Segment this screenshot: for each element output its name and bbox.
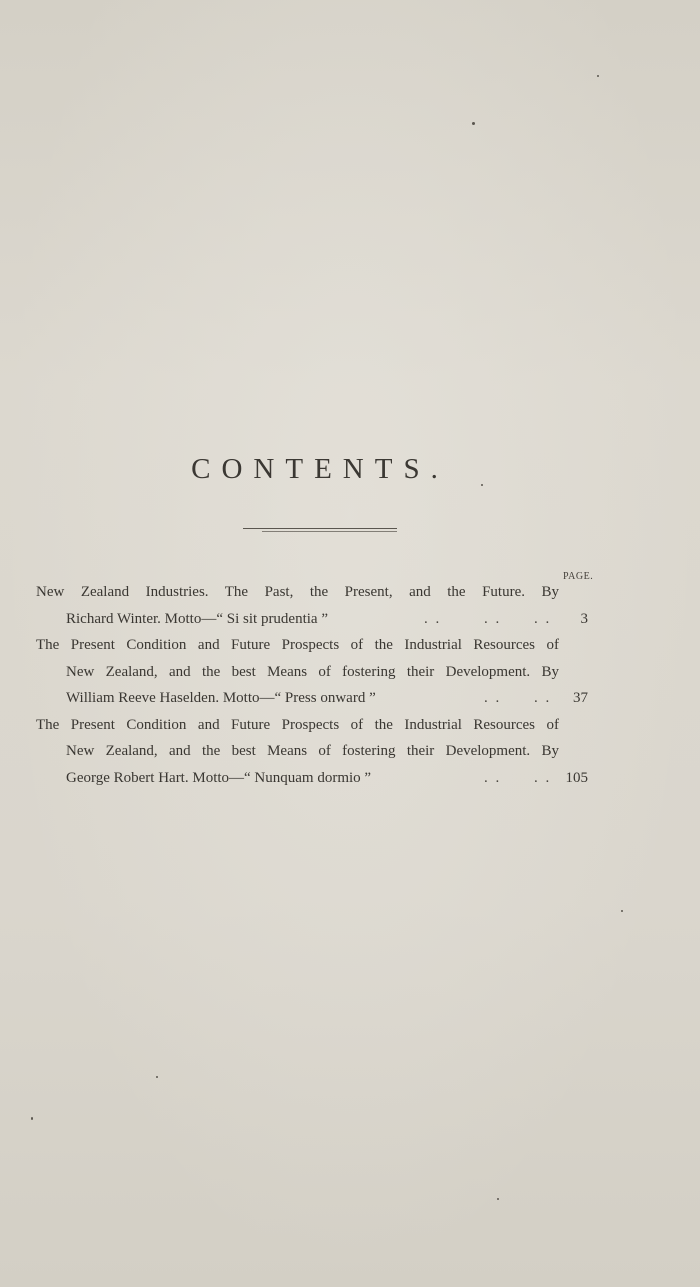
toc-entry-3-line-3: George Robert Hart. Motto—“ Nunquam dormio ” bbox=[66, 769, 372, 786]
paper-speck bbox=[31, 1117, 33, 1120]
paper-speck bbox=[597, 75, 599, 77]
leader-dots: . . bbox=[484, 769, 502, 786]
paper-speck bbox=[497, 1198, 499, 1200]
paper-speck bbox=[156, 1076, 158, 1078]
leader-dots: . . bbox=[484, 690, 502, 706]
leader-dots: . . bbox=[484, 610, 502, 627]
contents-heading: CONTENTS. bbox=[191, 453, 449, 485]
leader-dots: . . bbox=[534, 690, 552, 706]
table-of-contents bbox=[36, 579, 596, 791]
paper-speck bbox=[621, 910, 623, 912]
leader-dots: . . bbox=[534, 769, 552, 786]
toc-line bbox=[36, 765, 596, 792]
toc-entry-2-page: 37 bbox=[573, 690, 588, 706]
toc-entry-1-line-2: Richard Winter. Motto—“ Si sit prudentia ” bbox=[66, 610, 328, 627]
toc-entry-3-line-2: New Zealand, and the best Means of fostering their Development. By bbox=[66, 743, 559, 759]
toc-line bbox=[36, 632, 596, 659]
leader-dots: . . bbox=[424, 610, 442, 627]
toc-entry-1-line-1: New Zealand Industries. The Past, the Present, and the Future. By bbox=[36, 584, 559, 600]
leader-dots: . . bbox=[534, 610, 552, 627]
paper-speck bbox=[481, 484, 483, 486]
toc-line bbox=[36, 659, 596, 686]
heading-rule bbox=[243, 528, 397, 529]
toc-line bbox=[36, 579, 596, 606]
toc-entry-1-page: 3 bbox=[580, 610, 588, 627]
toc-entry-2-line-3: William Reeve Haselden. Motto—“ Press onward ” bbox=[66, 690, 376, 706]
toc-entry-3-line-1: The Present Condition and Future Prospects of the Industrial Resources of bbox=[36, 716, 559, 733]
paper-speck bbox=[472, 122, 475, 125]
toc-entry-2-line-1: The Present Condition and Future Prospects of the Industrial Resources of bbox=[36, 637, 559, 653]
toc-entry-2-line-2: New Zealand, and the best Means of fostering their Development. By bbox=[66, 663, 559, 680]
toc-line bbox=[36, 685, 596, 712]
toc-line bbox=[36, 712, 596, 739]
toc-entry-3-page: 105 bbox=[565, 769, 588, 786]
page-column-label: PAGE. bbox=[563, 571, 594, 582]
toc-line bbox=[36, 738, 596, 765]
heading-rule-secondary bbox=[262, 531, 397, 532]
toc-line bbox=[36, 606, 596, 633]
